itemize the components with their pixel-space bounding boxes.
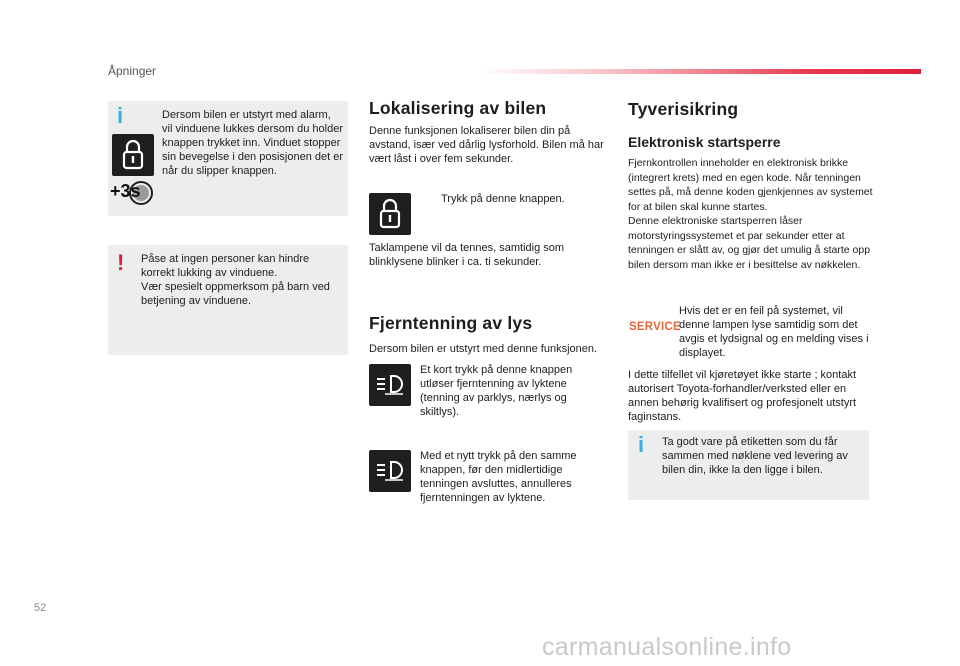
info-icon: i bbox=[117, 103, 124, 128]
lock-button-icon bbox=[112, 134, 154, 176]
warning-icon: ! bbox=[117, 250, 125, 275]
watermark: carmanualsonline.info bbox=[542, 633, 792, 661]
warning-line-2: Vær spesielt oppmerksom på barn ved betjening av vinduene. bbox=[141, 281, 330, 307]
service-warning-text: Hvis det er en feil på systemet, vil denne lampen lyse samtidig som det avgis et lydsignal og en melding vises i displayet. bbox=[679, 305, 869, 359]
locate-result: Taklampene vil da tennes, samtidig som blinklysene blinker i ca. ti sekunder. bbox=[369, 242, 565, 268]
timer-label: +3s bbox=[110, 181, 141, 201]
alarm-info-text: Dersom bilen er utstyrt med alarm, vil vinduene lukkes dersom du holder knappen trykket inn. Vinduet stopper sin bevegelse i den posisjonen det er når du slipper knappen. bbox=[162, 109, 344, 177]
heading-immobiliser: Elektronisk startsperre bbox=[628, 134, 781, 150]
header-accent-bar bbox=[478, 69, 921, 74]
page-number: 52 bbox=[34, 602, 47, 614]
heading-locate-vehicle: Lokalisering av bilen bbox=[369, 98, 547, 118]
remote-lighting-step-2: Med et nytt trykk på den samme knappen, før den midlertidige tenningen avsluttes, annulleres fjerntenningen av lyktene. bbox=[420, 450, 577, 504]
service-warning-icon: SERVICE bbox=[629, 319, 681, 333]
heading-remote-lighting: Fjerntenning av lys bbox=[369, 313, 533, 333]
headlight-button-icon bbox=[369, 364, 411, 406]
remote-lighting-intro: Dersom bilen er utstyrt med denne funksjonen. bbox=[369, 343, 598, 355]
contact-dealer-text: I dette tilfellet vil kjøretøyet ikke starte ; kontakt autorisert Toyota-forhandler/verksted eller en annen behørig kvalifisert og profesjonelt utstyrt faginstans. bbox=[628, 369, 857, 423]
warning-line-1: Påse at ingen personer kan hindre korrekt lukking av vinduene. bbox=[141, 253, 310, 279]
key-label-info-text: Ta godt vare på etiketten som du får sammen med nøklene ved levering av bilen din, ikke la den ligge i bilen. bbox=[662, 436, 848, 476]
section-label: Åpninger bbox=[108, 64, 157, 78]
headlight-button-icon-2 bbox=[369, 450, 411, 492]
locate-step: Trykk på denne knappen. bbox=[441, 193, 565, 205]
immobiliser-text bbox=[628, 156, 873, 272]
immobiliser-para-1: Fjernkontrollen inneholder en elektronisk brikke (integrert krets) med en egen kode. Når tenningen settes på, må denne koden gjenkjennes av systemet for at bilen skal kunne startes. bbox=[628, 157, 873, 213]
immobiliser-para-2: Denne elektroniske startsperren låser motorstyringssystemet et par sekunder etter at tenningen er slått av, og gjør det umulig å starte opp bilen dersom man ikke er i besittelse av nøkkelen. bbox=[628, 215, 871, 271]
info-icon-2: i bbox=[638, 432, 645, 457]
remote-lighting-step-1: Et kort trykk på denne knappen utløser fjerntenning av lyktene (tenning av parklys, nærlys og skiltlys). bbox=[420, 364, 573, 418]
locate-intro: Denne funksjonen lokaliserer bilen din på avstand, især ved dårlig lysforhold. Bilen må har vært låst i over fem sekunder. bbox=[369, 125, 604, 165]
heading-anti-theft: Tyverisikring bbox=[628, 99, 739, 119]
warning-text bbox=[141, 252, 341, 308]
lock-button-icon-2 bbox=[369, 193, 411, 235]
